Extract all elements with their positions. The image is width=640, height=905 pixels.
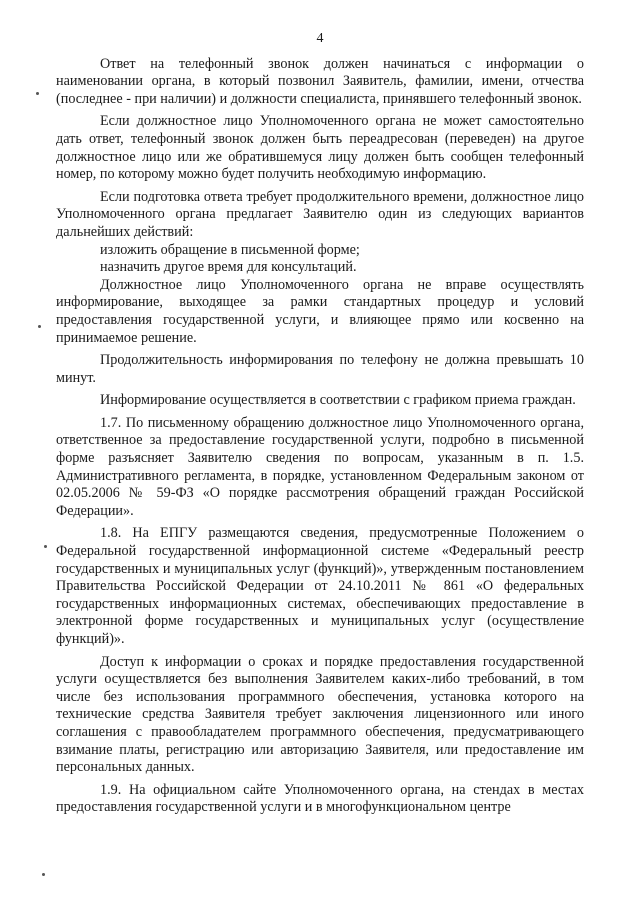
paragraph-call-duration: Продолжительность информирования по телефону не должна превышать 10 минут.: [56, 352, 584, 386]
paragraph-call-redirect: Если должностное лицо Уполномоченного органа не может самостоятельно дать ответ, телефонный звонок должен быть переадресован (переведен) на другое должностное лицо или же обратившемуся лицу должен быть сообщен телефонный номер, по которому можно будет получить необходимую информацию.: [56, 113, 584, 183]
scan-speck: [42, 873, 45, 876]
paragraph-access-info: Доступ к информации о сроках и порядке предоставления государственной услуги осуществляется без выполнения Заявителем каких-либо требований, в том числе без использования программного обеспечения, установка которого на технические средства Заявителя требует заключения лицензионного или иного соглашения с правообладателем программного обеспечения, предусматривающего взимание платы, регистрацию или авторизацию Заявителя, или предоставление им персональных данных.: [56, 653, 584, 776]
page-number: 4: [316, 31, 324, 46]
paragraph-call-answer: Ответ на телефонный звонок должен начинаться с информации о наименовании органа, в который позвонил Заявитель, фамилии, имени, отчества (последнее - при наличии) и должности специалиста, принявшего телефонный звонок.: [56, 55, 584, 107]
paragraph-section-1-7: 1.7. По письменному обращению должностное лицо Уполномоченного органа, ответственное за предоставление государственной услуги, подробно в письменной форме разъясняет Заявителю сведения по вопросам, указанным в п. 1.5. Административного регламента, в порядке, установленном Федеральным законом от 02.05.2006 № 59-ФЗ «О порядке рассмотрения обращений граждан Российской Федерации».: [56, 414, 584, 519]
scan-speck: [44, 545, 47, 548]
list-item-other-time: назначить другое время для консультаций.: [100, 259, 357, 276]
paragraph-section-1-8: 1.8. На ЕПГУ размещаются сведения, предусмотренные Положением о Федеральной государственной информационной системе «Федеральный реестр государственных и муниципальных услуг (функций)», утвержденным постановлением Правительства Российской Федерации от 24.10.2011 № 861 «О федеральных государственных информационных системах, обеспечивающих предоставление в электронной форме государственных и муниципальных услуг (осуществление функций)».: [56, 525, 584, 647]
paragraph-schedule: Информирование осуществляется в соответствии с графиком приема граждан.: [100, 392, 576, 409]
paragraph-section-1-9: 1.9. На официальном сайте Уполномоченного органа, на стендах в местах предоставления государственной услуги и в многофункциональном центре: [56, 781, 584, 816]
paragraph-long-preparation: Если подготовка ответа требует продолжительного времени, должностное лицо Уполномоченного органа предлагает Заявителю один из следующих вариантов дальнейших действий:: [56, 188, 584, 240]
paragraph-official-limits: Должностное лицо Уполномоченного органа не вправе осуществлять информирование, выходящее за рамки стандартных процедур и условий предоставления государственной услуги, и влияющее прямо или косвенно на принимаемое решение.: [56, 276, 584, 346]
scan-speck: [38, 325, 41, 328]
list-item-written-form: изложить обращение в письменной форме;: [100, 241, 360, 258]
document-page: [56, 30, 584, 817]
scan-speck: [36, 92, 39, 95]
